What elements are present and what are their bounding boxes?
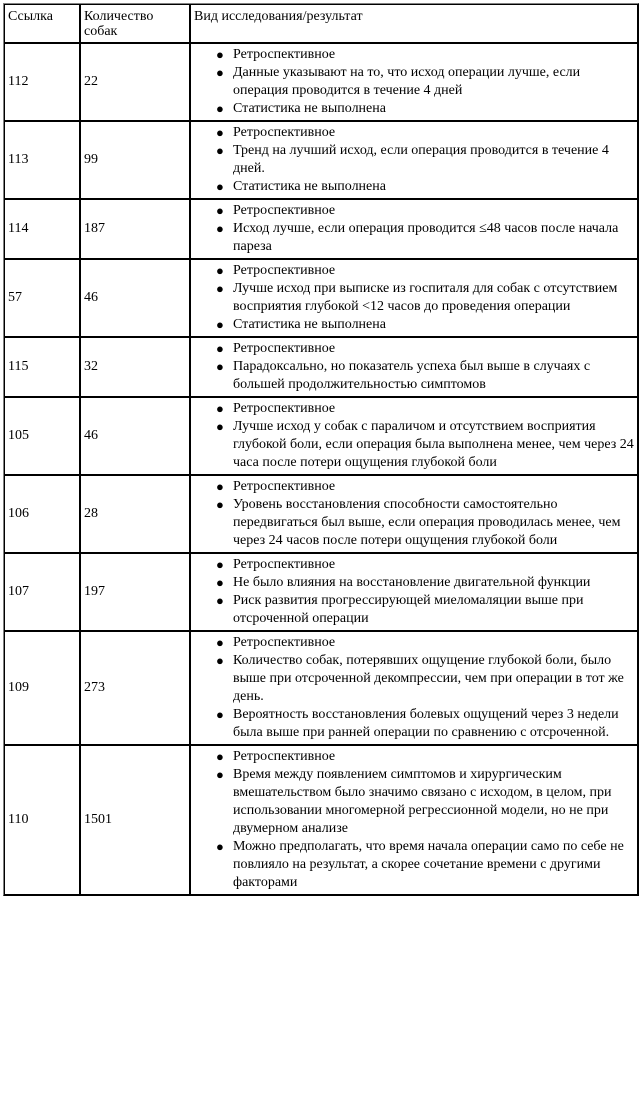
list-item-text: Статистика не выполнена: [233, 179, 386, 194]
result-list: [194, 478, 635, 550]
table-row: [4, 43, 638, 121]
list-item-text: Ретроспективное: [233, 635, 336, 650]
list-item: [216, 652, 635, 706]
cell-ref: 114: [4, 199, 80, 259]
cell-dogs: 32: [80, 337, 190, 397]
bullet-icon: ●: [216, 767, 224, 782]
table-row: [4, 397, 638, 475]
result-list: [194, 124, 635, 196]
table-row: [4, 121, 638, 199]
list-item: [216, 748, 635, 766]
header-result: Вид исследования/результат: [190, 4, 638, 43]
list-item: [216, 124, 635, 142]
list-item-text: Количество собак, потерявших ощущение глубокой боли, было выше при отсроченной декомпрессии, чем при операции в тот же день.: [233, 653, 624, 704]
list-item-text: Уровень восстановления способности самостоятельно передвигаться был выше, если операция проводилась менее, чем через 24 часов после потери ощущения глубокой боли: [233, 497, 621, 548]
cell-result: [190, 475, 638, 553]
cell-result: [190, 259, 638, 337]
list-item-text: Можно предполагать, что время начала операции само по себе не повлияло на результат, а скорее сочетание времени с другими факторами: [233, 839, 624, 890]
list-item-text: Ретроспективное: [233, 125, 336, 140]
bullet-icon: ●: [216, 839, 224, 854]
list-item: [216, 340, 635, 358]
list-item-text: Данные указывают на то, что исход операции лучше, если операция проводится в течение 4 дней: [233, 65, 581, 98]
table-row: [4, 745, 638, 895]
result-list: [194, 556, 635, 628]
bullet-icon: ●: [216, 419, 224, 434]
cell-ref: 107: [4, 553, 80, 631]
bullet-icon: ●: [216, 221, 224, 236]
list-item-text: Время между появлением симптомов и хирургическим вмешательством было значимо связано с исходом, в целом, при использовании многомерной регрессионной модели, но не при двумерном анализе: [233, 767, 612, 836]
cell-ref: 57: [4, 259, 80, 337]
list-item: [216, 202, 635, 220]
bullet-icon: ●: [216, 497, 224, 512]
table-row: [4, 337, 638, 397]
header-ref: Ссылка: [4, 4, 80, 43]
list-item: [216, 46, 635, 64]
table-row: [4, 475, 638, 553]
cell-dogs: 46: [80, 397, 190, 475]
list-item-text: Не было влияния на восстановление двигательной функции: [233, 575, 591, 590]
result-list: [194, 202, 635, 256]
list-item: [216, 262, 635, 280]
bullet-icon: ●: [216, 125, 224, 140]
bullet-icon: ●: [216, 317, 224, 332]
bullet-icon: ●: [216, 575, 224, 590]
cell-ref: 106: [4, 475, 80, 553]
bullet-icon: ●: [216, 359, 224, 374]
bullet-icon: ●: [216, 179, 224, 194]
list-item-text: Ретроспективное: [233, 557, 336, 572]
list-item-text: Ретроспективное: [233, 401, 336, 416]
list-item: [216, 142, 635, 178]
cell-ref: 110: [4, 745, 80, 895]
list-item-text: Ретроспективное: [233, 203, 336, 218]
list-item: [216, 64, 635, 100]
list-item: [216, 592, 635, 628]
list-item: [216, 478, 635, 496]
list-item: [216, 766, 635, 838]
result-list: [194, 400, 635, 472]
list-item-text: Парадоксально, но показатель успеха был выше в случаях с большей продолжительностью симптомов: [233, 359, 591, 392]
cell-result: [190, 631, 638, 745]
list-item-text: Риск развития прогрессирующей миеломаляции выше при отсроченной операции: [233, 593, 584, 626]
bullet-icon: ●: [216, 101, 224, 116]
cell-ref: 115: [4, 337, 80, 397]
cell-result: [190, 337, 638, 397]
bullet-icon: ●: [216, 401, 224, 416]
bullet-icon: ●: [216, 143, 224, 158]
cell-dogs: 28: [80, 475, 190, 553]
result-list: [194, 46, 635, 118]
result-list: [194, 748, 635, 892]
bullet-icon: ●: [216, 593, 224, 608]
list-item: [216, 400, 635, 418]
list-item: [216, 316, 635, 334]
cell-dogs: 1501: [80, 745, 190, 895]
cell-ref: 109: [4, 631, 80, 745]
list-item: [216, 556, 635, 574]
list-item: [216, 496, 635, 550]
list-item: [216, 100, 635, 118]
cell-ref: 105: [4, 397, 80, 475]
result-list: [194, 634, 635, 742]
bullet-icon: ●: [216, 47, 224, 62]
list-item: [216, 706, 635, 742]
table-row: [4, 553, 638, 631]
bullet-icon: ●: [216, 341, 224, 356]
list-item-text: Исход лучше, если операция проводится ≤48 часов после начала пареза: [233, 221, 619, 254]
bullet-icon: ●: [216, 203, 224, 218]
cell-ref: 113: [4, 121, 80, 199]
list-item-text: Лучше исход у собак с параличом и отсутствием восприятия глубокой боли, если операция была выполнена менее, чем через 24 часа после потери ощущения глубокой боли: [233, 419, 634, 470]
cell-result: [190, 745, 638, 895]
list-item-text: Вероятность восстановления болевых ощущений через 3 недели была выше при ранней операции по сравнению с отсроченной.: [233, 707, 619, 740]
table-row: [4, 259, 638, 337]
list-item-text: Статистика не выполнена: [233, 101, 386, 116]
bullet-icon: ●: [216, 653, 224, 668]
header-row: [4, 4, 638, 43]
list-item: [216, 634, 635, 652]
bullet-icon: ●: [216, 707, 224, 722]
cell-result: [190, 553, 638, 631]
cell-dogs: 99: [80, 121, 190, 199]
list-item-text: Ретроспективное: [233, 47, 336, 62]
table-body: [4, 43, 638, 895]
list-item: [216, 358, 635, 394]
cell-result: [190, 121, 638, 199]
list-item-text: Лучше исход при выписке из госпиталя для собак с отсутствием восприятия глубокой <12 часов до проведения операции: [233, 281, 618, 314]
cell-result: [190, 43, 638, 121]
cell-dogs: 187: [80, 199, 190, 259]
cell-dogs: 197: [80, 553, 190, 631]
bullet-icon: ●: [216, 65, 224, 80]
cell-dogs: 46: [80, 259, 190, 337]
list-item-text: Ретроспективное: [233, 263, 336, 278]
bullet-icon: ●: [216, 281, 224, 296]
list-item-text: Ретроспективное: [233, 479, 336, 494]
table-row: [4, 199, 638, 259]
cell-result: [190, 199, 638, 259]
cell-result: [190, 397, 638, 475]
bullet-icon: ●: [216, 749, 224, 764]
bullet-icon: ●: [216, 557, 224, 572]
list-item-text: Тренд на лучший исход, если операция проводится в течение 4 дней.: [233, 143, 609, 176]
list-item: [216, 280, 635, 316]
list-item-text: Статистика не выполнена: [233, 317, 386, 332]
list-item: [216, 574, 635, 592]
list-item: [216, 220, 635, 256]
cell-dogs: 273: [80, 631, 190, 745]
bullet-icon: ●: [216, 635, 224, 650]
table-row: [4, 631, 638, 745]
result-list: [194, 262, 635, 334]
list-item: [216, 418, 635, 472]
list-item: [216, 178, 635, 196]
header-dogs: Количество собак: [80, 4, 190, 43]
bullet-icon: ●: [216, 479, 224, 494]
bullet-icon: ●: [216, 263, 224, 278]
studies-table: [3, 3, 639, 896]
result-list: [194, 340, 635, 394]
cell-ref: 112: [4, 43, 80, 121]
cell-dogs: 22: [80, 43, 190, 121]
list-item-text: Ретроспективное: [233, 341, 336, 356]
list-item: [216, 838, 635, 892]
list-item-text: Ретроспективное: [233, 749, 336, 764]
